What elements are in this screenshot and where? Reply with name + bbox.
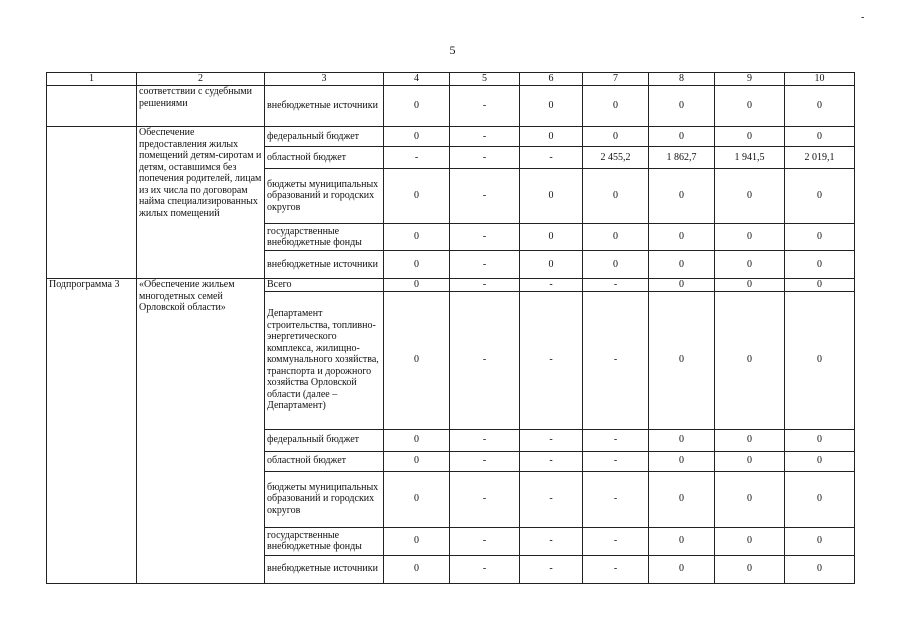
measure-name-cell: Обеспечение предоставления жилых помещений детям-сиротам и детям, оставшимся без попечения родителей, лицам из их числа по договорам найма специализированных жилых помещений [137,127,265,279]
value-cell: 0 [520,169,583,224]
value-cell: - [450,471,520,527]
value-cell: 0 [649,224,715,251]
value-cell: 0 [583,169,649,224]
value-cell: 0 [384,169,450,224]
table-row [47,279,855,292]
value-cell: 0 [715,169,785,224]
value-cell: 0 [384,251,450,279]
header-cell: 3 [265,73,384,86]
table-row [47,127,855,147]
measure-name-cell: соответствии с судебными решениями [137,86,265,127]
value-cell: 0 [715,127,785,147]
value-cell: 0 [520,86,583,127]
value-cell: - [583,451,649,471]
program-cell [47,86,137,127]
value-cell: - [384,147,450,169]
value-cell: - [583,527,649,555]
value-cell: 0 [715,527,785,555]
value-cell: 0 [583,224,649,251]
funding-source-cell: областной бюджет [265,147,384,169]
value-cell: 0 [715,224,785,251]
value-cell: 0 [785,224,855,251]
value-cell: - [520,429,583,451]
value-cell: 0 [649,451,715,471]
value-cell: 0 [715,291,785,429]
value-cell: 0 [715,279,785,292]
funding-source-cell: внебюджетные источники [265,251,384,279]
value-cell: - [450,169,520,224]
value-cell: - [520,451,583,471]
header-cell: 4 [384,73,450,86]
value-cell: 0 [384,291,450,429]
value-cell: 0 [384,86,450,127]
header-cell: 1 [47,73,137,86]
value-cell: 0 [649,169,715,224]
value-cell: 0 [520,251,583,279]
funding-source-cell: государственные внебюджетные фонды [265,224,384,251]
value-cell: - [583,279,649,292]
value-cell: 0 [384,527,450,555]
value-cell: - [520,291,583,429]
value-cell: - [450,147,520,169]
header-cell: 7 [583,73,649,86]
header-cell: 8 [649,73,715,86]
value-cell: 0 [715,429,785,451]
value-cell: 0 [384,471,450,527]
value-cell: - [583,555,649,583]
value-cell: 0 [384,127,450,147]
value-cell: 0 [785,555,855,583]
page-number: 5 [449,43,456,57]
value-cell: - [450,127,520,147]
value-cell: 0 [785,279,855,292]
value-cell: 0 [649,527,715,555]
header-cell: 10 [785,73,855,86]
funding-source-cell: государственные внебюджетные фонды [265,527,384,555]
value-cell: 0 [785,527,855,555]
funding-source-cell: Всего [265,279,384,292]
funding-source-cell: внебюджетные источники [265,86,384,127]
table-body [47,73,855,584]
value-cell: 0 [649,429,715,451]
value-cell: 0 [649,555,715,583]
value-cell: - [583,429,649,451]
value-cell: - [520,471,583,527]
funding-source-cell: Департамент строительства, топливно-энергетического комплекса, жилищно-коммунального хозяйства, транспорта и дорожного хозяйства Орловской области (далее – Департамент) [265,291,384,429]
value-cell: 0 [785,127,855,147]
value-cell: 0 [785,291,855,429]
value-cell: - [450,291,520,429]
program-cell [47,127,137,279]
value-cell: 0 [649,471,715,527]
header-cell: 6 [520,73,583,86]
value-cell: 0 [785,86,855,127]
value-cell: 0 [583,86,649,127]
value-cell: 0 [649,291,715,429]
funding-source-cell: федеральный бюджет [265,127,384,147]
table-header-row [47,73,855,86]
value-cell: 2 019,1 [785,147,855,169]
value-cell: 0 [384,224,450,251]
value-cell: 0 [583,127,649,147]
value-cell: - [450,279,520,292]
value-cell: 0 [785,429,855,451]
value-cell: - [450,555,520,583]
value-cell: 0 [715,86,785,127]
value-cell: - [450,527,520,555]
value-cell: 0 [785,451,855,471]
program-cell: Подпрограмма 3 [47,279,137,584]
value-cell: 0 [583,251,649,279]
value-cell: 0 [649,127,715,147]
value-cell: - [583,291,649,429]
value-cell: 1 862,7 [649,147,715,169]
value-cell: 0 [649,86,715,127]
table-row [47,86,855,127]
funding-source-cell: областной бюджет [265,451,384,471]
value-cell: 0 [785,251,855,279]
corner-mark: - [861,12,865,23]
value-cell: 0 [649,251,715,279]
value-cell: - [450,451,520,471]
value-cell: - [520,279,583,292]
value-cell: - [450,86,520,127]
value-cell: - [450,251,520,279]
value-cell: 0 [384,279,450,292]
funding-source-cell: внебюджетные источники [265,555,384,583]
value-cell: 0 [384,555,450,583]
value-cell: - [520,147,583,169]
funding-source-cell: бюджеты муниципальных образований и городских округов [265,169,384,224]
value-cell: 0 [649,279,715,292]
value-cell: 1 941,5 [715,147,785,169]
value-cell: 0 [715,251,785,279]
budget-table [46,72,855,584]
value-cell: 0 [715,451,785,471]
value-cell: - [583,471,649,527]
value-cell: - [520,527,583,555]
funding-source-cell: бюджеты муниципальных образований и городских округов [265,471,384,527]
header-cell: 9 [715,73,785,86]
header-cell: 2 [137,73,265,86]
value-cell: 0 [715,555,785,583]
value-cell: - [450,429,520,451]
value-cell: 0 [520,127,583,147]
measure-name-cell: «Обеспечение жильем многодетных семей Орловской области» [137,279,265,584]
value-cell: 0 [384,429,450,451]
value-cell: 0 [384,451,450,471]
value-cell: 0 [520,224,583,251]
value-cell: - [450,224,520,251]
header-cell: 5 [450,73,520,86]
value-cell: 0 [785,169,855,224]
value-cell: 0 [785,471,855,527]
value-cell: - [520,555,583,583]
funding-source-cell: федеральный бюджет [265,429,384,451]
value-cell: 0 [715,471,785,527]
value-cell: 2 455,2 [583,147,649,169]
